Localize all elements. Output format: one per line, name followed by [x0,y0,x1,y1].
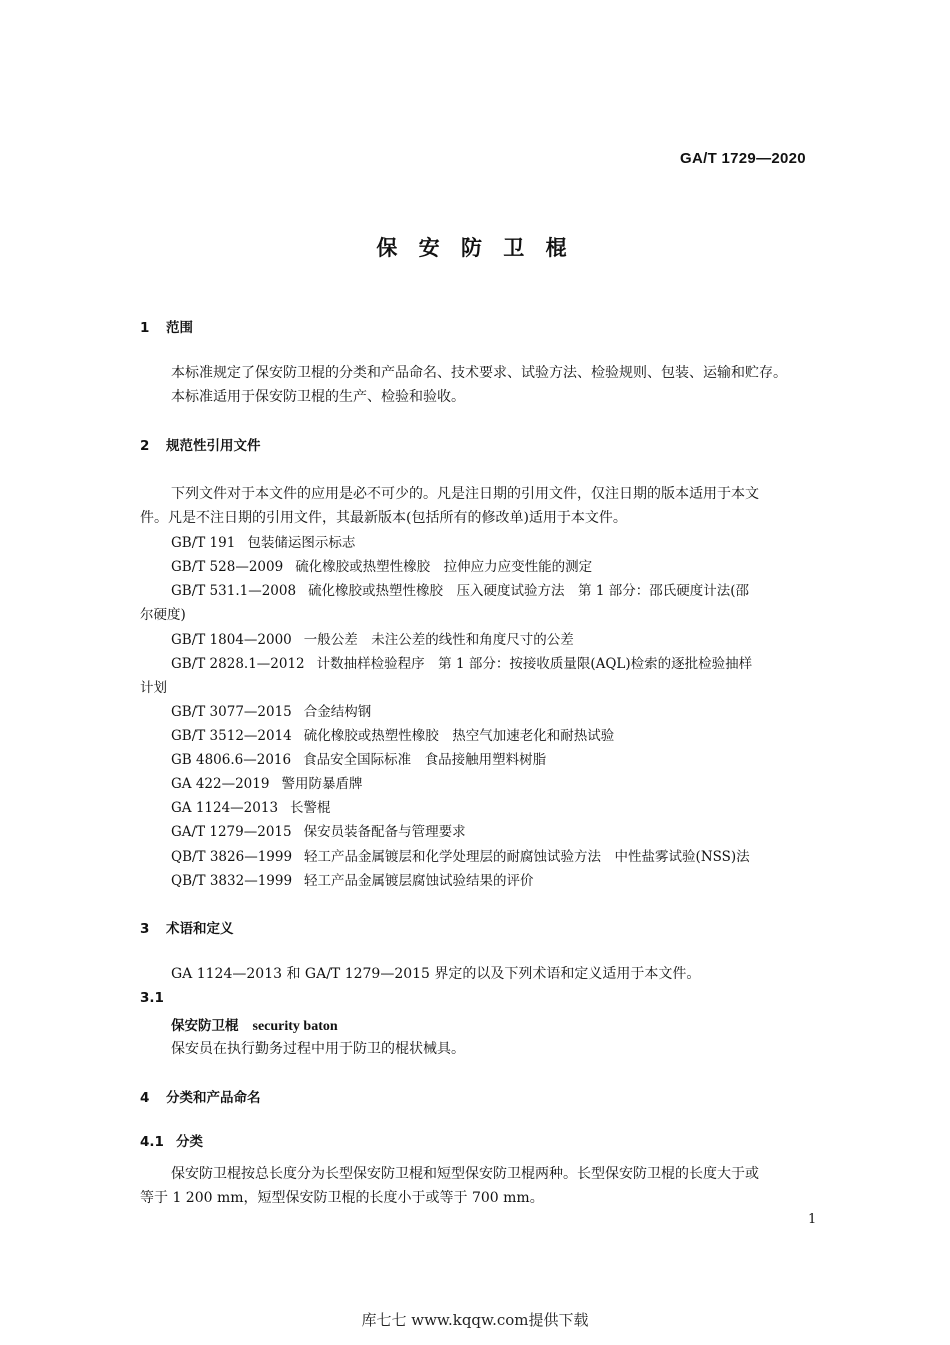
term-chinese: 保安防卫棍 [171,1018,239,1034]
section-3-heading [140,917,234,937]
reference-item [171,628,574,648]
reference-item [171,869,534,889]
term-entry [171,1014,338,1035]
section-number: 2 [140,438,150,454]
reference-title: 食品安全国际标准 食品接触用塑料树脂 [303,752,547,768]
reference-title: 计数抽样检验程序 第 1 部分：按接收质量限(AQL)检索的逐批检验抽样 [316,656,753,672]
reference-item [171,579,749,599]
section-number: 1 [140,320,150,336]
reference-code: GA/T 1279—2015 [171,824,292,840]
subsection-number: 4.1 [140,1134,164,1150]
reference-item [171,748,546,768]
reference-code: QB/T 3832—1999 [171,873,293,889]
reference-title: 轻工产品金属镀层腐蚀试验结果的评价 [304,873,534,889]
reference-item [171,772,362,792]
subsection-4-1-heading [140,1130,203,1150]
section-1-heading [140,316,193,336]
reference-code: GB/T 2828.1—2012 [171,656,305,672]
reference-title: 硫化橡胶或热塑性橡胶 压入硬度试验方法 第 1 部分：邵氏硬度计法(邵 [308,583,750,599]
reference-title: 警用防暴盾牌 [281,776,363,792]
reference-item [171,555,592,575]
reference-title: 合金结构钢 [303,704,372,720]
reference-code: GA 422—2019 [171,776,270,792]
section-title: 范围 [166,320,193,336]
reference-code: GB/T 191 [171,535,236,551]
section-title: 规范性引用文件 [166,438,261,454]
download-footer: 库七七 www.kqqw.com提供下载 [361,1311,589,1329]
terms-intro: GA 1124—2013 和 GA/T 1279—2015 界定的以及下列术语和定义适用于本文件。 [171,966,701,982]
reference-code: GB 4806.6—2016 [171,752,292,768]
section-title: 术语和定义 [166,921,234,937]
reference-code: GB/T 528—2009 [171,559,284,575]
reference-item [171,700,371,720]
section-2-heading [140,434,261,454]
reference-code: QB/T 3826—1999 [171,849,293,865]
reference-code: GA 1124—2013 [171,800,279,816]
reference-continuation: 计划 [140,680,167,696]
scope-paragraph-1: 本标准规定了保安防卫棍的分类和产品命名、技术要求、试验方法、检验规则、包装、运输和贮存。 [171,365,787,381]
references-intro-line-1: 下列文件对于本文件的应用是必不可少的。凡是注日期的引用文件，仅注日期的版本适用于本文 [171,486,759,502]
reference-item [171,531,355,551]
reference-item [171,845,750,865]
section-4-heading [140,1086,261,1106]
references-intro-line-2: 件。凡是不注日期的引用文件，其最新版本(包括所有的修改单)适用于本文件。 [140,510,627,526]
scope-paragraph-2: 本标准适用于保安防卫棍的生产、检验和验收。 [171,389,465,405]
reference-title: 包装储运图示标志 [247,535,356,551]
reference-item [171,724,614,744]
subsection-number: 3.1 [140,990,164,1006]
subsection-title: 分类 [176,1134,203,1150]
reference-code: GB/T 1804—2000 [171,632,292,648]
classification-line-2: 等于 1 200 mm，短型保安防卫棍的长度小于或等于 700 mm。 [140,1190,544,1206]
page-number: 1 [808,1212,817,1227]
reference-title: 硫化橡胶或热塑性橡胶 拉伸应力应变性能的测定 [295,559,593,575]
section-title: 分类和产品命名 [166,1090,261,1106]
reference-title: 一般公差 未注公差的线性和角度尺寸的公差 [303,632,574,648]
term-definition: 保安员在执行勤务过程中用于防卫的棍状械具。 [171,1041,465,1057]
classification-line-1: 保安防卫棍按总长度分为长型保安防卫棍和短型保安防卫棍两种。长型保安防卫棍的长度大于或 [171,1166,759,1182]
reference-title: 保安员装备配备与管理要求 [303,824,466,840]
reference-item [171,820,466,840]
reference-title: 硫化橡胶或热塑性橡胶 热空气加速老化和耐热试验 [303,728,615,744]
section-number: 3 [140,921,150,937]
reference-title: 长警棍 [290,800,331,816]
reference-title: 轻工产品金属镀层和化学处理层的耐腐蚀试验方法 中性盐雾试验(NSS)法 [304,849,750,865]
reference-continuation: 尔硬度) [140,607,186,623]
section-number: 4 [140,1090,150,1106]
reference-code: GB/T 531.1—2008 [171,583,297,599]
reference-code: GB/T 3512—2014 [171,728,292,744]
reference-code: GB/T 3077—2015 [171,704,292,720]
page-title: 保 安 防 卫 棍 [376,236,574,260]
term-english: security baton [252,1019,338,1034]
document-code: GA/T 1729—2020 [680,150,806,167]
reference-item [171,652,752,672]
reference-item [171,796,331,816]
